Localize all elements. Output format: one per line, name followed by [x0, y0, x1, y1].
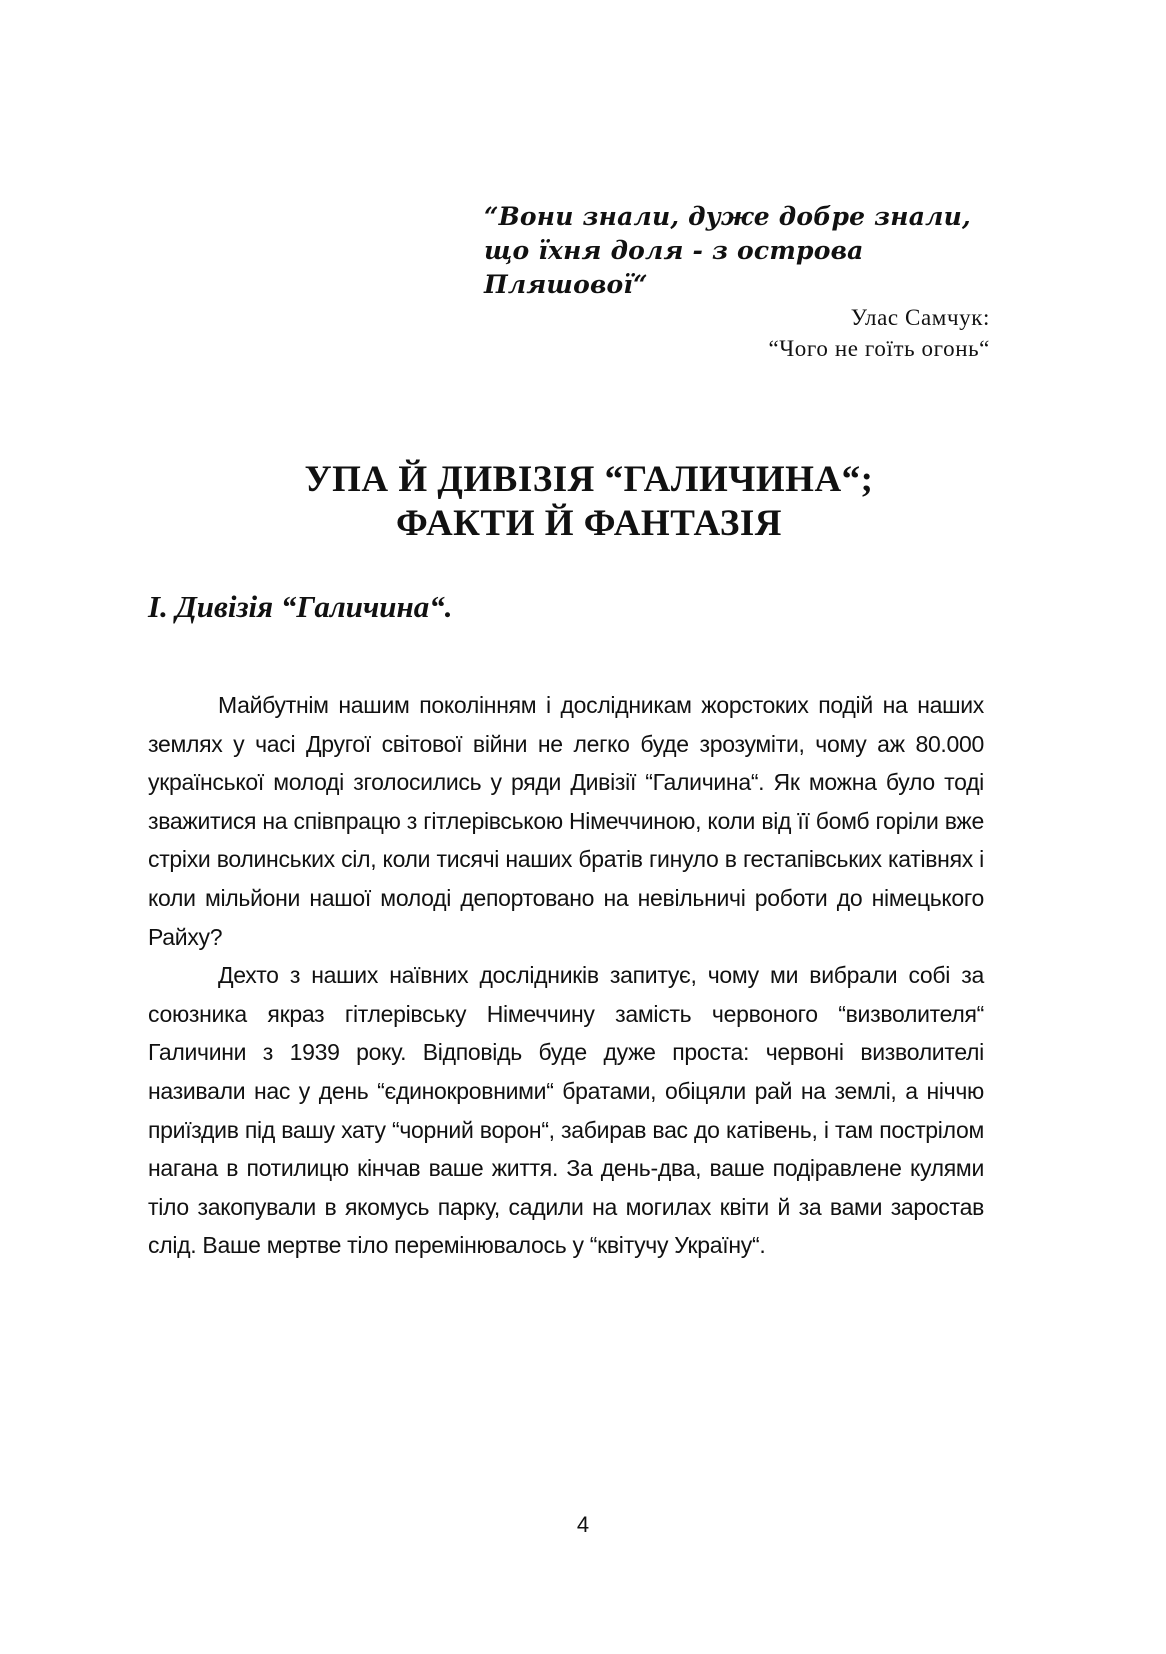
paragraph: Дехто з наших наївних дослідників запитує, чому ми вибрали собі за союзника якраз гітлерівську Німеччину замість червоного “визволителя“ Галичини з 1939 року. Відповідь буде дуже проста: червоні визволителі називали нас у день “єдинокровними“ братами, обіцяли рай на землі, а ніччю приїздив під вашу хату “чорний ворон“, забирав вас до катівень, і там пострілом нагана в потилицю кінчав ваше життя. За день-два, ваше подіравлене кулями тіло закопували в якомусь парку, садили на могилах квіти й за вами заростав слід. Ваше мертве тіло перемінювалось у “квітучу Україну“.: [148, 962, 984, 1259]
epigraph-quote-line-2: що їхня доля - з острова Пляшової“: [484, 236, 864, 299]
epigraph-source: “Чого не гоїть огонь“: [768, 336, 990, 361]
chapter-title: [0, 458, 1166, 546]
section-heading: I. Дивізія “Галичина“.: [148, 589, 453, 624]
body-text: [148, 686, 984, 1265]
chapter-title-line-1: УПА Й ДИВІЗІЯ “ГАЛИЧИНА“;: [304, 459, 874, 500]
epigraph: [470, 200, 990, 364]
paragraph: Майбутнім нашим поколінням і дослідникам жорстоких подій на наших землях у часі Другої світової війни не легко буде зрозуміти, чому аж 80.000 української молоді зголосились у ряди Дивізії “Галичина“. Як можна було тоді зважитися на співпрацю з гітлерівською Німеччиною, коли від її бомб горіли вже стріхи волинських сіл, коли тисячі наших братів гинуло в гестапівських катівнях і коли мільйони нашої молоді депортовано на невільничі роботи до німецького Райху?: [148, 692, 984, 950]
chapter-title-line-2: ФАКТИ Й ФАНТАЗІЯ: [396, 503, 782, 544]
page-number: 4: [576, 1512, 590, 1537]
epigraph-quote-line-1: “Вони знали, дуже добре знали,: [484, 202, 971, 231]
epigraph-author: Улас Самчук:: [850, 305, 990, 330]
